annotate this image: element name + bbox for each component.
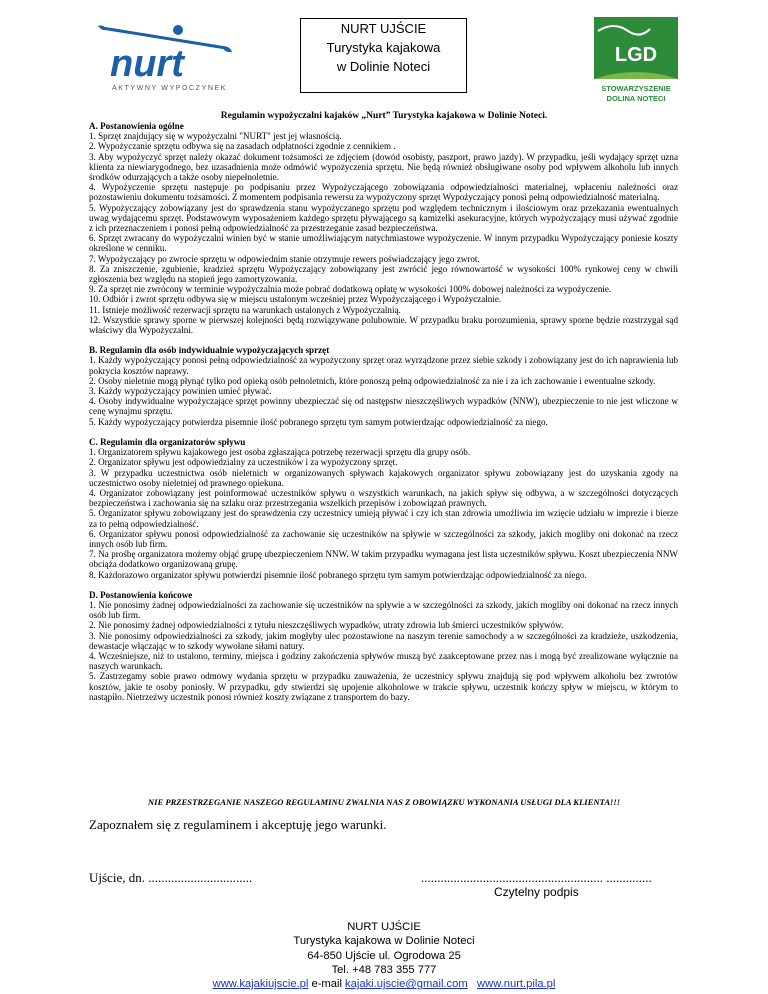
signature-line: ........................................................ .............. (421, 870, 652, 885)
rule-item: 3. Aby wypożyczyć sprzęt należy okazać dokument tożsamości ze zdjęciem (dowód osobisty, paszport, prawo jazdy). W przypadku, jeśli wydający sprzęt uzna klienta za niewiarygodnego, bez uzasadnienia może odmówić wypożyczenia sprzętu. Nie będą również obsługiwane osoby pod wpływem alkoholu lub innych środków odurzających a także osoby niepełnoletnie. (89, 151, 678, 183)
rule-item: 2. Organizator spływu jest odpowiedzialny za uczestników i za wypożyczony sprzęt. (89, 457, 398, 468)
rule-item: 6. Sprzęt zwracany do wypożyczalni winien być w stanie umożliwiającym natychmiastowe wypożyczenie. W innym przypadku Wypożyczający poniesie koszty określone w cenniku. (89, 233, 678, 254)
logo-text: nurt (110, 43, 184, 85)
rule-item: 1. Sprzęt znajdujący się w wypożyczalni "NURT" jest jej własnością. (89, 131, 342, 142)
header-line-1: NURT UJŚCIE (340, 21, 427, 36)
section-heading: A. Postanowienia ogólne (89, 121, 184, 131)
rule-item: 8. Za zniszczenie, zgubienie, kradzież sprzętu Wypożyczający zobowiązany jest zwrócić jego równowartość w wysokości 100% rynkowej ceny w chwili zgłoszenia bez względu na stopień jego zamortyzowania. (89, 263, 678, 285)
signature-label: Czytelny podpis (494, 885, 579, 899)
rule-item: 1. Nie ponosimy żadnej odpowiedzialności za zachowanie się uczestników na spływie a w szczególności za szkody, jakich mogliby oni dokonać na rzecz innych osób lub firm. (89, 599, 678, 621)
lgd-line-1: STOWARZYSZENIE (601, 84, 671, 93)
rule-item: 11. Istnieje możliwość rezerwacji sprzętu na warunkach ustalonych z Wypożyczalnią. (89, 304, 401, 315)
footer-links (0, 977, 768, 991)
rule-item: 4. Wypożyczenie sprzętu następuje po podpisaniu przez Wypożyczającego zobowiązania odpowiedzialności materialnej, wpłaceniu należności oraz pozostawieniu dokumentu tożsamości. Z momentem podpisania rewersu za wypożyczony sprzęt Wypożyczający ponosi pełną odpowiedzialność materialną. (89, 182, 678, 203)
nurt-logo (98, 22, 236, 94)
acceptance-statement: Zapoznałem się z regulaminem i akceptuję jego warunki. (89, 817, 387, 832)
rule-item: 10. Odbiór i zwrot sprzętu odbywa się w miejscu ustalonym wcześniej przez Wypożyczającego i Wypożyczalnie. (89, 294, 502, 305)
regulations-body (89, 121, 678, 702)
warning-text: NIE PRZESTRZEGANIE NASZEGO REGULAMINU ZWALNIA NAS Z OBOWIĄZKU WYKONANIA USŁUGI DLA KLIENTA!!! (147, 797, 621, 807)
section-d (89, 590, 678, 702)
rule-item: 5. Każdy wypożyczający potwierdza pisemnie ilość pobranego sprzętu tym samym potwierdzając odpowiedzialność za niego. (89, 416, 548, 427)
footer (0, 920, 768, 991)
footer-phone: Tel. +48 783 355 777 (331, 963, 437, 976)
rule-item: 1. Każdy wypożyczający ponosi pełną odpowiedzialność za wypożyczony sprzęt oraz wyrządzone przez siebie szkody i zobowiązany jest do ich naprawienia lub pokrycia kosztów naprawy. (89, 355, 678, 376)
rule-item: 4. Organizator zobowiązany jest poinformować uczestników spływu o wszystkich warunkach, na jakich spływ się odbywa, a w szczególności dotyczących bezpieczeństwa i zachowania się na szlaku oraz przestrzegania wszelkich przepisów i zobowiązań prawnych. (89, 487, 678, 509)
section-c (89, 437, 678, 580)
header-line-3: w Dolinie Noteci (336, 59, 431, 74)
email-link[interactable]: kajaki.ujscie@gmail.com (345, 978, 468, 991)
rule-item: 5. Wypożyczający zobowiązany jest do sprawdzenia stanu wypożyczanego sprzętu pod względem technicznym i ilościowym oraz przekazania ewentualnych uwag wydającemu sprzęt. Podstawowym wyposażeniem każdego sprzętu pływającego są kamizelki asekuracyjne, których wypożyczający musi używać zgodnie z ich przeznaczeniem i ponosi pełną odpowiedzialność za przestrzeganie zasad bezpieczeństwa. (89, 202, 678, 234)
rule-item: 2. Nie ponosimy żadnej odpowiedzialności z tytułu nieszczęśliwych wypadków, utraty zdrowia lub śmierci uczestników spływów. (89, 620, 564, 631)
lgd-text: LGD (614, 44, 658, 66)
website-link[interactable]: www.kajakiujscie.pl (212, 978, 309, 991)
rule-item: 1. Organizatorem spływu kajakowego jest osoba zgłaszająca potrzebę rezerwacji sprzętu dla grupy osób. (89, 447, 471, 458)
rule-item: 2. Osoby nieletnie mogą płynąć tylko pod opieką osób pełnoletnich, które ponoszą pełną odpowiedzialność za nie i za ich zachowanie i ewentualne szkody. (89, 375, 656, 386)
lgd-line-2: DOLINA NOTECI (606, 94, 666, 103)
rule-item: 2. Wypożyczanie sprzętu odbywa się na zasadach odpłatności zgodnie z cennikiem . (89, 141, 396, 152)
rule-item: 3. Każdy wypożyczający powinien umieć pływać. (89, 386, 272, 397)
rule-item: 6. Organizator spływu ponosi odpowiedzialność za zachowanie się uczestników na spływie w szczególności za szkody, jakich mogliby oni dokonać na rzecz innych osób lub firm. (89, 528, 678, 549)
lgd-logo (594, 17, 678, 104)
footer-company: NURT UJŚCIE (347, 921, 421, 933)
footer-address: 64-850 Ujście ul. Ogrodowa 25 (307, 949, 461, 962)
rule-item: 3. Nie ponosimy odpowiedzialności za szkody, jakim mogłyby ulec pozostawione na naszym terenie samochody a w szczególności za kradzieże, uszkodzenia, dewastacje włączając w to szkody wywołane siłami natury. (89, 630, 678, 651)
rule-item: 5. Zastrzegamy sobie prawo odmowy wydania sprzętu w przypadku zauważenia, że uczestnicy spływu znajdują się pod wpływem alkoholu bez zwrotów kosztów, jakie te osoby poniosły. W przypadku, gdy stwierdzi się upojenie alkoholowe w trakcie spływu, uczestnik kończy spływ w miejscu, w którym to nastąpiło. Nietrzeźwy uczestnik ponosi również koszty związane z transportem do bazy. (89, 671, 678, 702)
website-link-2[interactable]: www.nurt.pila.pl (477, 978, 556, 991)
rule-item: 8. Każdorazowo organizator spływu potwierdzi pisemnie ilość pobranego sprzętu tym samym potwierdzając odpowiedzialność za niego. (89, 569, 587, 580)
footer-subtitle: Turystyka kajakowa w Dolinie Noteci (293, 935, 475, 948)
rule-item: 7. Wypożyczający po zwrocie sprzętu w odpowiednim stanie otrzymuje rewers poświadczający jego zwrot. (89, 253, 480, 264)
rule-item: 3. W przypadku uczestnictwa osób nieletnich w organizowanych spływach kajakowych organizator spływu zobowiązany jest do uzyskania zgody na uczestnictwo osoby nieletniej od prawnego opiekuna. (89, 467, 678, 488)
section-b (89, 345, 678, 427)
header-line-2: Turystyka kajakowa (326, 40, 441, 55)
section-heading: B. Regulamin dla osób indywidualnie wypożyczających sprzęt (89, 345, 330, 356)
rule-item: 7. Na prośbę organizatora możemy objąć grupę ubezpieczeniem NNW. W takim przypadku wymagana jest lista uczestników spływu. Koszt ubezpieczenia NNW obciąża dodatkowo organizowaną grupę. (89, 549, 678, 570)
rule-item: 12. Wszystkie sprawy sporne w pierwszej kolejności będą rozwiązywane polubownie. W przypadku braku porozumienia, sprawy sporne będzie rozstrzygał sąd właściwy dla Wypożyczalni. (89, 314, 678, 336)
rule-item: 4. Osoby indywidualne wypożyczające sprzęt powinny ubezpieczać się od następstw nieszczęśliwych wypadków (NNW), ubezpieczenie to nie jest wliczone w cenę wynajmu sprzętu. (89, 396, 678, 417)
rule-item: 4. Wcześniejsze, niż to ustalono, terminy, miejsca i godziny zakończenia spływów muszą być zaakceptowane przez nas i mogą być zrealizowane wyłącznie na naszych warunkach. (89, 650, 678, 672)
email-label: e-mail (308, 978, 346, 991)
rule-item: 5. Organizator spływu zobowiązany jest do sprawdzenia czy uczestnicy umieją pływać i czy ich stan zdrowia umożliwia im wzięcie udziału w imprezie i bierze za to pełną odpowiedzialność. (89, 508, 678, 529)
document-title: Regulamin wypożyczalni kajaków „Nurt” Turystyka kajakowa w Dolinie Noteci. (220, 111, 548, 121)
header-box (300, 18, 467, 93)
section-heading: D. Postanowienia końcowe (89, 589, 193, 600)
place-date-field: Ujście, dn. ................................ (89, 870, 253, 885)
section-heading: C. Regulamin dla organizatorów spływu (89, 436, 246, 447)
logo-tagline: AKTYWNY WYPOCZYNEK (112, 85, 228, 92)
rule-item: 9. Za sprzęt nie zwrócony w terminie wypożyczalnia może pobrać dodatkową opłatę w wysokości 100% dobowej należności za wypożyczenie. (89, 284, 612, 295)
section-a (89, 121, 678, 335)
